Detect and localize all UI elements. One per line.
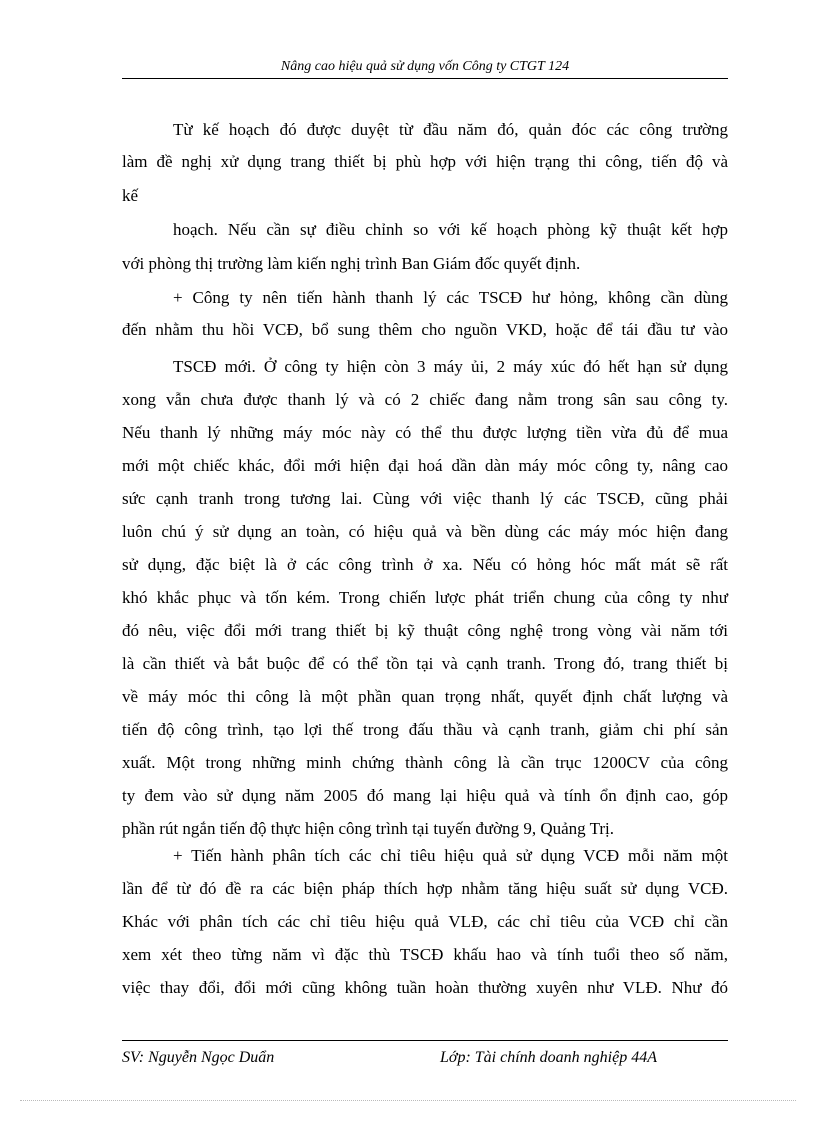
page-footer — [122, 1040, 728, 1067]
text-line: + Tiến hành phân tích các chỉ tiêu hiệu quả sử dụng VCĐ mỗi năm một — [173, 846, 728, 865]
text-line: đó nêu, việc đổi mới trang thiết bị kỹ thuật công nghệ trong vòng vài năm tới — [122, 621, 728, 640]
text-line: việc thay đổi, đổi mới cũng không tuần hoàn thường xuyên như VLĐ. Như đó — [122, 978, 728, 997]
text-line: là cần thiết và bắt buộc để có thể tồn tại và cạnh tranh. Trong đó, trang thiết bị — [122, 654, 728, 673]
text-line: đến nhằm thu hồi VCĐ, bổ sung thêm cho nguồn VKD, hoặc để tái đầu tư vào — [122, 320, 728, 339]
text-line: lần để từ đó đề ra các biện pháp thích hợp nhằm tăng hiệu suất sử dụng VCĐ. — [122, 879, 728, 898]
text-line: làm đề nghị xử dụng trang thiết bị phù hợp với hiện trạng thi công, tiến độ và — [122, 152, 728, 171]
page-header — [122, 56, 728, 79]
text-line: + Công ty nên tiến hành thanh lý các TSCĐ hư hỏng, không cần dùng — [173, 288, 728, 307]
text-line: Khác với phân tích các chỉ tiêu hiệu quả VLĐ, các chỉ tiêu của VCĐ chỉ cần — [122, 912, 728, 931]
footer-class: Lớp: Tài chính doanh nghiệp 44A — [440, 1049, 657, 1066]
text-line: mới một chiếc khác, đổi mới hiện đại hoá dần dàn máy móc công ty, nâng cao — [122, 456, 728, 475]
header-title: Nâng cao hiệu quả sử dụng vốn Công ty CTGT 124 — [280, 59, 570, 74]
text-line: khó khắc phục và tốn kém. Trong chiến lược phát triển chung của công ty như — [122, 588, 728, 607]
text-line: về máy móc thi công là một phần quan trọng nhất, quyết định chất lượng và — [122, 687, 728, 706]
text-line: với phòng thị trường làm kiến nghị trình Ban Giám đốc quyết định. — [122, 254, 581, 273]
page-bottom-divider — [20, 1100, 796, 1101]
text-line: kế — [122, 186, 139, 205]
text-line: luôn chú ý sử dụng an toàn, có hiệu quả và bền dùng các máy móc hiện đang — [122, 522, 728, 541]
footer-student: SV: Nguyễn Ngọc Duẩn — [122, 1049, 275, 1066]
text-line: sử dụng, đặc biệt là ở các công trình ở xa. Nếu có hỏng hóc mất mát sẽ rất — [122, 555, 728, 574]
text-line: Từ kế hoạch đó được duyệt từ đầu năm đó, quản đóc các công trường — [173, 120, 728, 139]
text-line: Nếu thanh lý những máy móc này có thể thu được lượng tiền vừa đủ để mua — [122, 423, 728, 442]
text-line: xuất. Một trong những minh chứng thành công là cần trục 1200CV của công — [122, 753, 728, 772]
text-line: TSCĐ mới. Ở công ty hiện còn 3 máy ủi, 2 máy xúc đó hết hạn sử dụng — [173, 357, 728, 376]
text-line: ty đem vào sử dụng năm 2005 đó mang lại hiệu quả và tính ổn định cao, góp — [122, 786, 728, 805]
text-line: sức cạnh tranh trong tương lai. Cùng với việc thanh lý các TSCĐ, cũng phải — [122, 489, 728, 508]
text-line: tiến độ công trình, tạo lợi thế trong đấu thầu và cạnh tranh, giảm chi phí sản — [122, 720, 728, 739]
text-line: xong vẫn chưa được thanh lý và có 2 chiếc đang nằm trong sân sau công ty. — [122, 390, 728, 409]
text-line: xem xét theo từng năm vì đặc thù TSCĐ khấu hao và tính tuổi theo số năm, — [122, 945, 728, 964]
text-line: hoạch. Nếu cần sự điều chỉnh so với kế hoạch phòng kỹ thuật kết hợp — [173, 220, 728, 239]
text-line: phần rút ngắn tiến độ thực hiện công trình tại tuyến đường 9, Quảng Trị. — [122, 819, 615, 838]
